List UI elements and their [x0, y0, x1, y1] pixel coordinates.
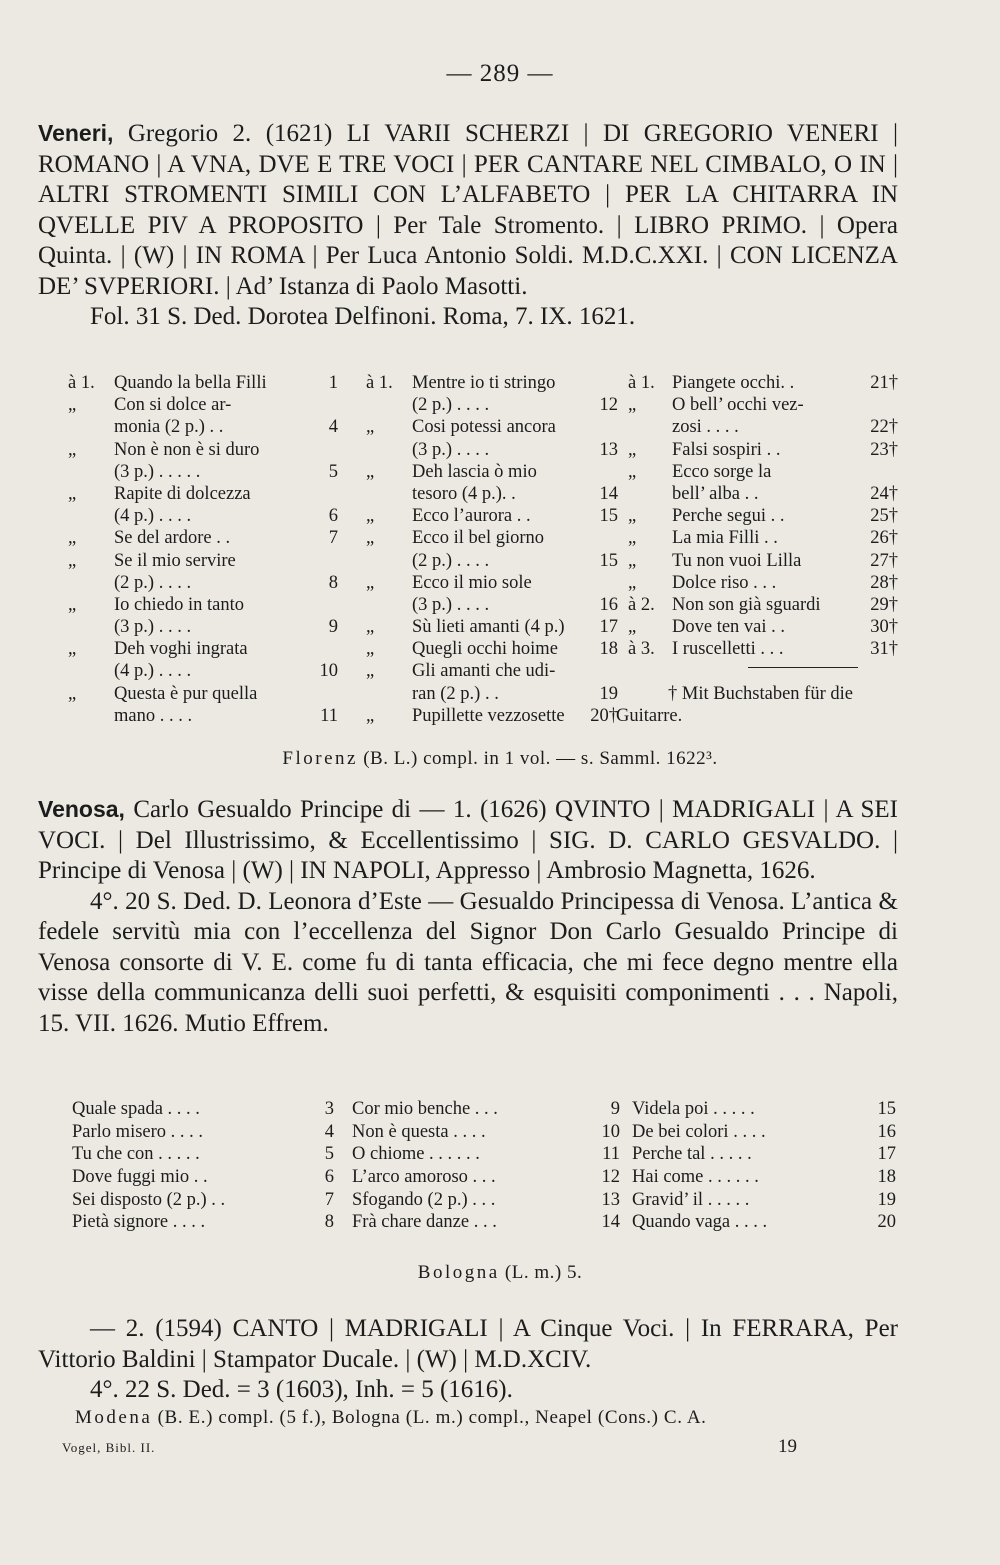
- voice-count: „: [366, 639, 375, 660]
- index-entry: [366, 505, 618, 527]
- index-column: [68, 372, 338, 727]
- piece-title: Cor mio benche . . .: [352, 1099, 498, 1119]
- index-column: [632, 1098, 896, 1234]
- piece-title: (3 p.) . . . . .: [114, 461, 201, 482]
- piece-number: 18: [599, 639, 618, 660]
- piece-title: Non è questa . . . .: [352, 1121, 486, 1142]
- voice-count: „: [68, 683, 77, 704]
- entry-venosa-title: [38, 794, 898, 887]
- voice-count: „: [366, 417, 375, 438]
- piece-title: Quando la bella Filli: [114, 373, 267, 393]
- voice-count: à 1.: [68, 373, 95, 393]
- piece-title: Piangete occhi. .: [672, 373, 795, 393]
- index-entry: [68, 505, 338, 527]
- piece-number: 14: [599, 483, 618, 504]
- piece-title: Perche tal . . . . .: [632, 1144, 752, 1165]
- index-entry: [628, 483, 898, 505]
- location-details: (L. m.) 5.: [504, 1262, 583, 1283]
- footnote-rule: [748, 667, 858, 668]
- piece-title: (3 p.) . . . .: [114, 617, 192, 638]
- voice-count: „: [68, 439, 77, 460]
- index-entry: [366, 527, 618, 549]
- voice-count: à 1.: [628, 373, 655, 393]
- index-entry: [366, 616, 618, 638]
- index-entry: [628, 638, 898, 660]
- voice-count: „: [628, 461, 637, 482]
- piece-number: 21†: [870, 373, 898, 393]
- piece-title: Pupillette vezzosette: [412, 705, 565, 726]
- voice-count: „: [68, 528, 77, 549]
- index-entry: [68, 594, 338, 616]
- location-line-bologna: [0, 1262, 1000, 1284]
- piece-number: 1: [328, 373, 338, 393]
- piece-title: Falsi sospiri . .: [672, 439, 781, 460]
- piece-number: 17: [877, 1144, 896, 1165]
- piece-number: 10: [601, 1121, 620, 1142]
- piece-title: (4 p.) . . . .: [114, 506, 192, 527]
- piece-title: Tu che con . . . . .: [72, 1144, 200, 1165]
- piece-title: Dolce riso . . .: [672, 572, 777, 593]
- index-entry: [352, 1166, 620, 1189]
- piece-title: Ecco il mio sole: [412, 572, 532, 593]
- index-entry: [352, 1211, 620, 1234]
- index-entry: [68, 416, 338, 438]
- index-entry: [366, 394, 618, 416]
- piece-title: ran (2 p.) . .: [412, 683, 499, 704]
- voice-count: à 2.: [628, 594, 655, 615]
- piece-title: (2 p.) . . . .: [412, 550, 490, 571]
- index-entry: [616, 705, 898, 727]
- voice-count: „: [628, 439, 637, 460]
- location-name: Florenz: [282, 748, 358, 769]
- location-name: Modena: [75, 1407, 153, 1428]
- signature-mark: 19: [778, 1436, 797, 1457]
- index-entry: [628, 461, 898, 483]
- piece-number: 31†: [870, 639, 898, 660]
- location-line-florenz: [0, 748, 1000, 770]
- voice-count: „: [68, 550, 77, 571]
- piece-title: Cosi potessi ancora: [412, 417, 556, 438]
- contents-index-venosa: [72, 1098, 902, 1238]
- index-entry: [68, 483, 338, 505]
- piece-title: Questa è pur quella: [114, 683, 258, 704]
- voice-count: „: [366, 528, 375, 549]
- piece-title: Io chiedo in tanto: [114, 594, 244, 615]
- piece-number: 3: [324, 1099, 334, 1119]
- entry-veneri-title: [38, 118, 898, 302]
- piece-title: mano . . . .: [114, 705, 193, 726]
- index-entry: [628, 372, 898, 394]
- piece-title: monia (2 p.) . .: [114, 417, 224, 438]
- piece-title: Parlo misero . . . .: [72, 1121, 204, 1142]
- piece-title: La mia Filli . .: [672, 528, 778, 549]
- piece-number: 15: [599, 550, 618, 571]
- location-line-modena: [75, 1407, 707, 1429]
- piece-number: 30†: [870, 617, 898, 638]
- piece-title: (2 p.) . . . .: [114, 572, 192, 593]
- piece-title: Frà chare danze . . .: [352, 1212, 497, 1233]
- index-entry: [72, 1098, 334, 1121]
- piece-title: De bei colori . . . .: [632, 1121, 766, 1142]
- piece-number: 14: [601, 1212, 620, 1233]
- piece-number: 17: [599, 617, 618, 638]
- piece-number: 7: [324, 1189, 334, 1210]
- piece-number: 13: [601, 1189, 620, 1210]
- location-details: (B. L.) compl. in 1 vol. — s. Samml. 1622³.: [363, 748, 718, 769]
- voice-count: „: [628, 528, 637, 549]
- piece-number: 28†: [870, 572, 898, 593]
- piece-number: 10: [319, 661, 338, 682]
- piece-number: 6: [328, 506, 338, 527]
- index-column: [616, 372, 898, 727]
- piece-title: L’arco amoroso . . .: [352, 1167, 496, 1188]
- index-entry: [632, 1166, 896, 1189]
- index-entry: [352, 1121, 620, 1144]
- piece-title: Quando vaga . . . .: [632, 1212, 768, 1233]
- index-column: [72, 1098, 334, 1234]
- piece-title: I ruscelletti . . .: [672, 639, 784, 660]
- index-entry: [632, 1098, 896, 1121]
- piece-title: (2 p.) . . . .: [412, 395, 490, 416]
- piece-title: Perche segui . .: [672, 506, 785, 527]
- piece-title: Ecco il bel giorno: [412, 528, 545, 549]
- voice-count: „: [366, 572, 375, 593]
- piece-title: Con si dolce ar-: [114, 395, 232, 416]
- index-entry: [366, 572, 618, 594]
- piece-number: 13: [599, 439, 618, 460]
- piece-number: 6: [324, 1167, 334, 1188]
- entry-format-line: Fol. 31 S. Ded. Dorotea Delfinoni. Roma, 7. IX. 1621.: [90, 303, 636, 330]
- piece-title: Se il mio servire: [114, 550, 236, 571]
- piece-title: (3 p.) . . . .: [412, 594, 490, 615]
- piece-number: 20†: [590, 705, 618, 726]
- index-entry: [628, 550, 898, 572]
- piece-number: 22†: [870, 417, 898, 438]
- piece-number: 11: [602, 1144, 620, 1165]
- piece-number: 5: [328, 461, 338, 482]
- piece-number: 18: [877, 1167, 896, 1188]
- index-entry: [628, 394, 898, 416]
- index-entry: [68, 616, 338, 638]
- piece-number: 19: [599, 683, 618, 704]
- voice-count: „: [366, 461, 375, 482]
- index-entry: [72, 1189, 334, 1212]
- piece-title: bell’ alba . .: [672, 483, 759, 504]
- index-entry: [632, 1121, 896, 1144]
- index-entry: [366, 638, 618, 660]
- voice-count: „: [628, 617, 637, 638]
- index-entry: [68, 394, 338, 416]
- index-entry: [632, 1189, 896, 1212]
- index-entry: [628, 505, 898, 527]
- voice-count: „: [628, 395, 637, 416]
- entry-veneri: [38, 118, 898, 333]
- index-entry: [366, 550, 618, 572]
- index-entry: [352, 1143, 620, 1166]
- piece-number: 15: [599, 506, 618, 527]
- voice-count: „: [628, 572, 637, 593]
- location-name: Bologna: [417, 1262, 500, 1283]
- piece-number: 15: [877, 1099, 896, 1119]
- index-entry: [366, 683, 618, 705]
- index-entry: [628, 572, 898, 594]
- index-entry: [72, 1143, 334, 1166]
- piece-title: (3 p.) . . . .: [412, 439, 490, 460]
- piece-title: Non è non è si duro: [114, 439, 260, 460]
- index-entry: [68, 638, 338, 660]
- voice-count: „: [366, 705, 375, 726]
- index-entry: [366, 483, 618, 505]
- index-entry: [68, 461, 338, 483]
- piece-number: 29†: [870, 594, 898, 615]
- index-entry: [352, 1189, 620, 1212]
- index-entry: [68, 527, 338, 549]
- piece-number: 20: [877, 1212, 896, 1233]
- piece-number: 4: [328, 417, 338, 438]
- voice-count: „: [68, 639, 77, 660]
- piece-number: 4: [324, 1121, 334, 1142]
- index-entry: [366, 461, 618, 483]
- index-entry: [628, 439, 898, 461]
- piece-title: Quale spada . . . .: [72, 1099, 200, 1119]
- piece-number: 12: [599, 395, 618, 416]
- index-entry: [628, 660, 898, 682]
- voice-count: „: [366, 661, 375, 682]
- index-entry: [632, 1143, 896, 1166]
- piece-title: † Mit Buchstaben für die: [668, 683, 853, 704]
- index-entry: [632, 1211, 896, 1234]
- piece-title: Ecco l’aurora . .: [412, 506, 531, 527]
- voice-count: „: [366, 506, 375, 527]
- entry-title-text: Gregorio 2. (1621) LI VARII SCHERZI | DI GREGORIO VENERI | ROMANO | A VNA, DVE E TRE VOCI | PER CANTARE NEL CIMBALO, O IN | ALTRI STROMENTI SIMILI CON L’ALFABETO | PER LA CHITARRA IN QVELLE PIV A PROPOSITO | Per Tale Stromento. | LIBRO PRIMO. | Opera Quinta. | (W) | IN ROMA | Per Luca Antonio Soldi. M.D.C.XXI. | CON LICENZA DE’ SVPERIORI. | Ad’ Istanza di Paolo Masotti.: [38, 120, 898, 300]
- piece-number: 25†: [870, 506, 898, 527]
- index-entry: [366, 594, 618, 616]
- index-entry: [68, 683, 338, 705]
- index-entry: [628, 594, 898, 616]
- piece-title: Guitarre.: [616, 705, 683, 726]
- piece-title: Ecco sorge la: [672, 461, 772, 482]
- piece-title: (4 p.) . . . .: [114, 661, 192, 682]
- index-entry: [628, 527, 898, 549]
- index-entry: [68, 439, 338, 461]
- index-entry: [68, 705, 338, 727]
- entry-description: 4°. 22 S. Ded. = 3 (1603), Inh. = 5 (1616).: [90, 1376, 513, 1403]
- entry-canto-title: — 2. (1594) CANTO | MADRIGALI | A Cinque Voci. | In FERRARA, Per Vittorio Baldini | Stampator Ducale. | (W) | M.D.XCIV.: [38, 1315, 898, 1373]
- piece-title: Se del ardore . .: [114, 528, 231, 549]
- voice-count: „: [68, 395, 77, 416]
- piece-number: 5: [324, 1144, 334, 1165]
- piece-number: 11: [320, 705, 338, 726]
- index-entry: [628, 416, 898, 438]
- entry-heading: Veneri,: [38, 120, 114, 146]
- index-entry: [68, 660, 338, 682]
- piece-title: Quegli occhi hoime: [412, 639, 558, 660]
- index-column: [366, 372, 618, 727]
- index-entry: [352, 1098, 620, 1121]
- index-entry: [366, 439, 618, 461]
- piece-title: Pietà signore . . . .: [72, 1212, 206, 1233]
- entry-canto: [38, 1314, 898, 1406]
- index-entry: [366, 416, 618, 438]
- piece-title: Gli amanti che udi-: [412, 661, 556, 682]
- piece-title: Dove ten vai . .: [672, 617, 786, 638]
- piece-title: tesoro (4 p.). .: [412, 483, 516, 504]
- entry-venosa: [38, 794, 898, 1039]
- index-entry: [68, 550, 338, 572]
- index-entry: [72, 1166, 334, 1189]
- piece-number: 16: [877, 1121, 896, 1142]
- piece-title: Gravid’ il . . . . .: [632, 1189, 750, 1210]
- piece-number: 7: [328, 528, 338, 549]
- index-entry: [366, 705, 618, 727]
- page-number: — 289 —: [446, 60, 554, 87]
- index-entry: [366, 372, 618, 394]
- piece-title: Deh lascia ò mio: [412, 461, 537, 482]
- footer-source: Vogel, Bibl. II.: [62, 1440, 156, 1455]
- index-entry: [68, 572, 338, 594]
- piece-title: zosi . . . .: [672, 417, 739, 438]
- piece-number: 16: [599, 594, 618, 615]
- voice-count: „: [68, 483, 77, 504]
- piece-title: Rapite di dolcezza: [114, 483, 251, 504]
- index-entry: [628, 683, 898, 705]
- piece-title: Dove fuggi mio . .: [72, 1167, 208, 1188]
- piece-title: Hai come . . . . . .: [632, 1167, 759, 1188]
- entry-title-text: Carlo Gesualdo Principe di — 1. (1626) QVINTO | MADRIGALI | A SEI VOCI. | Del Illustrissimo, & Eccellentissimo | SIG. D. CARLO GESVALDO. | Principe di Venosa | (W) | IN NAPOLI, Appresso | Ambrosio Magnetta, 1626.: [38, 796, 898, 884]
- piece-number: 23†: [870, 439, 898, 460]
- piece-title: O chiome . . . . . .: [352, 1144, 480, 1165]
- piece-number: 26†: [870, 528, 898, 549]
- voice-count: à 3.: [628, 639, 655, 660]
- piece-title: Sù lieti amanti (4 p.): [412, 617, 565, 638]
- voice-count: „: [68, 594, 77, 615]
- piece-title: Mentre io ti stringo: [412, 373, 556, 393]
- piece-title: Deh voghi ingrata: [114, 639, 248, 660]
- index-entry: [72, 1121, 334, 1144]
- piece-title: Sei disposto (2 p.) . .: [72, 1189, 226, 1210]
- voice-count: „: [366, 617, 375, 638]
- index-column: [352, 1098, 620, 1234]
- location-details: (B. E.) compl. (5 f.), Bologna (L. m.) compl., Neapel (Cons.) C. A.: [157, 1407, 707, 1428]
- index-entry: [72, 1211, 334, 1234]
- piece-number: 27†: [870, 550, 898, 571]
- contents-index-veneri: [68, 372, 908, 732]
- piece-title: O bell’ occhi vez-: [672, 395, 804, 416]
- entry-description: 4°. 20 S. Ded. D. Leonora d’Este — Gesualdo Principessa di Venosa. L’antica & fedele servitù mia con l’eccellenza del Signor Don Carlo Gesualdo Principe di Venosa consorte di V. E. come fu di tanta efficacia, che mi fece degno mentre ella visse della communicanza delli suoi perfetti, & esquisiti componimenti . . . Napoli, 15. VII. 1626. Mutio Effrem.: [38, 887, 898, 1037]
- piece-number: 12: [601, 1167, 620, 1188]
- piece-title: Non son già sguardi: [672, 594, 821, 615]
- voice-count: „: [628, 550, 637, 571]
- piece-number: 9: [610, 1099, 620, 1119]
- piece-number: 8: [328, 572, 338, 593]
- piece-title: Videla poi . . . . .: [632, 1099, 755, 1119]
- voice-count: „: [628, 506, 637, 527]
- index-entry: [628, 616, 898, 638]
- piece-title: Tu non vuoi Lilla: [672, 550, 802, 571]
- index-entry: [68, 372, 338, 394]
- piece-number: 9: [328, 617, 338, 638]
- piece-number: 8: [324, 1212, 334, 1233]
- index-entry: [366, 660, 618, 682]
- piece-number: 19: [877, 1189, 896, 1210]
- voice-count: à 1.: [366, 373, 393, 393]
- piece-title: Sfogando (2 p.) . . .: [352, 1189, 496, 1210]
- piece-number: 24†: [870, 483, 898, 504]
- entry-heading: Venosa,: [38, 796, 125, 822]
